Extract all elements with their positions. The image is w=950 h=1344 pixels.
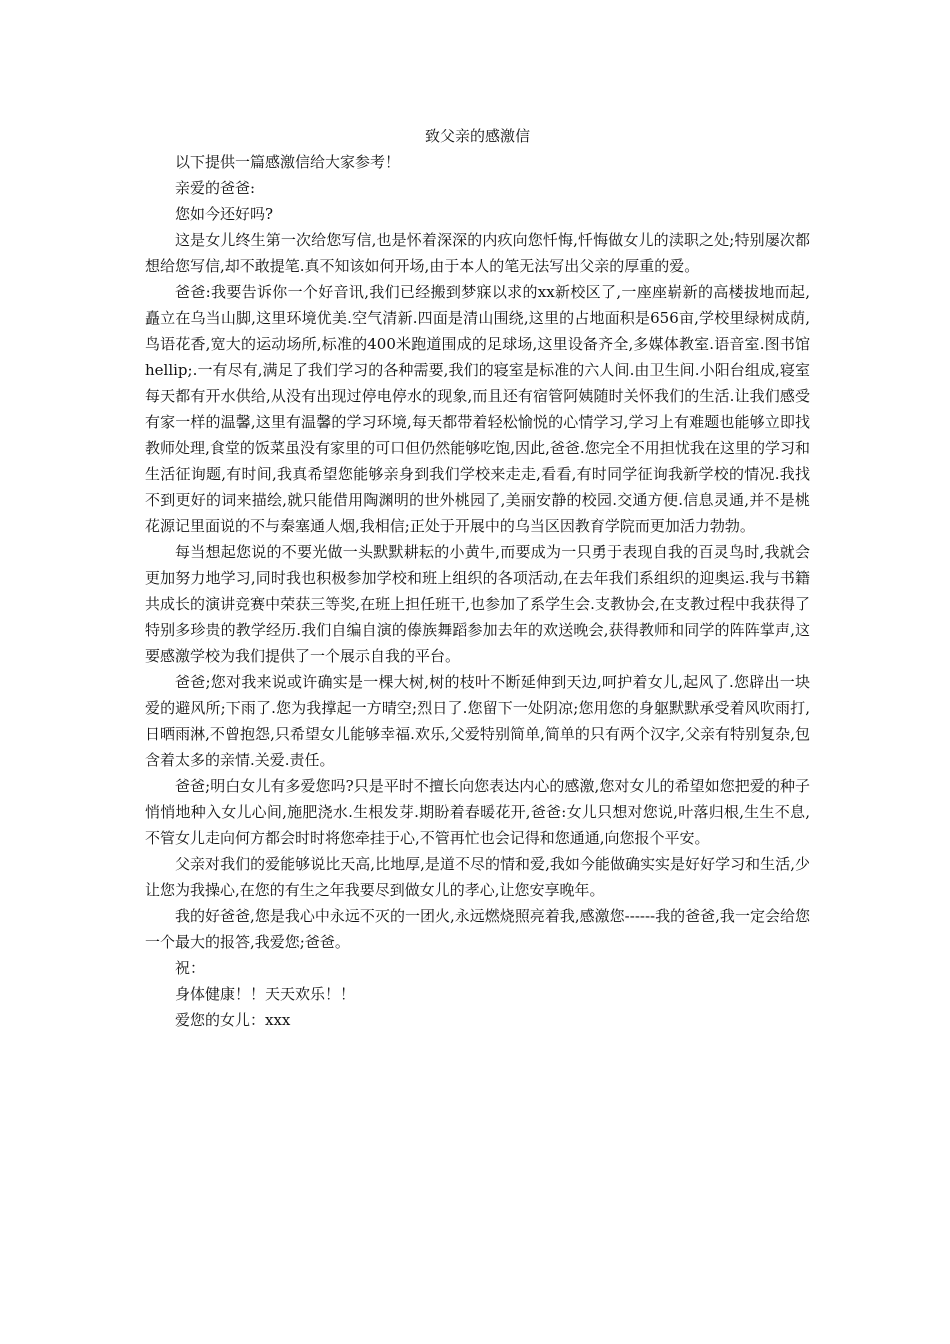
greeting: 您如今还好吗? — [175, 205, 274, 223]
intro-line: 以下提供一篇感激信给大家参考！ — [175, 153, 401, 171]
document-page — [145, 123, 810, 1033]
body-paragraph-5: 爸爸;明白女儿有多爱您吗?只是平时不擅长向您表达内心的感激,您对女儿的希望如您把爱的种子悄悄地种入女儿心间,施肥浇水.生根发芽.期盼着春暖花开,爸爸:女儿只想对您说,叶落归根,生生不息,不管女儿走向何方都会时时将您牵挂于心,不管再忙也会记得和您通通,向您报个平安。 — [145, 777, 810, 847]
closing-wish-label: 祝： — [175, 959, 206, 977]
closing-wish: 身体健康！！天天欢乐！！ — [175, 985, 356, 1003]
body-paragraph-2: 爸爸:我要告诉你一个好音讯,我们已经搬到梦寐以求的xx新校区了,一座座崭新的高楼拔地而起,矗立在乌当山脚,这里环境优美.空气清新.四面是清山围绕,这里的占地面积是656亩,学校里绿树成荫,鸟语花香,宽大的运动场所,标准的400米跑道围成的足球场,这里设备齐全,多媒体教室.语音室.图书馆hellip;.一有尽有,满足了我们学习的各种需要,我们的寝室是标准的六人间.由卫生间.小阳台组成,寝室每天都有开水供给,从没有出现过停电停水的现象,而且还有宿管阿姨随时关怀我们的生活.让我们感受有家一样的温馨,这里有温馨的学习环境,每天都带着轻松愉悦的心情学习,学习上有难题也能够立即找教师处理,食堂的饭菜虽没有家里的可口但仍然能够吃饱,因此,爸爸.您完全不用担忧我在这里的学习和生活征询题,有时间,我真希望您能够亲身到我们学校来走走,看看,有时同学征询我新学校的情况.我找不到更好的词来描绘,就只能借用陶渊明的世外桃园了,美丽安静的校园.交通方便.信息灵通,并不是桃花源记里面说的不与秦塞通人烟,我相信;正处于开展中的乌当区因教育学院而更加活力勃勃。 — [145, 283, 810, 535]
signature: 爱您的女儿：xxx — [175, 1011, 291, 1029]
document-title: 致父亲的感激信 — [424, 127, 530, 145]
body-paragraph-1: 这是女儿终生第一次给您写信,也是怀着深深的内疚向您忏悔,忏悔做女儿的渎职之处;特别屡次都想给您写信,却不敢提笔.真不知该如何开场,由于本人的笔无法写出父亲的厚重的爱。 — [145, 231, 810, 275]
body-paragraph-7: 我的好爸爸,您是我心中永远不灭的一团火,永远燃烧照亮着我,感激您------我的爸爸,我一定会给您一个最大的报答,我爱您;爸爸。 — [145, 907, 810, 951]
body-paragraph-4: 爸爸;您对我来说或许确实是一棵大树,树的枝叶不断延伸到天边,呵护着女儿,起风了.您辟出一块爱的避风所;下雨了.您为我撑起一方晴空;烈日了.您留下一处阴凉;您用您的身躯默默承受着风吹雨打,日晒雨淋,不曾抱怨,只希望女儿能够幸福.欢乐,父爱特别简单,简单的只有两个汉字,父亲有特别复杂,包含着太多的亲情.关爱.责任。 — [145, 673, 810, 769]
body-paragraph-6: 父亲对我们的爱能够说比天高,比地厚,是道不尽的情和爱,我如今能做确实实是好好学习和生活,少让您为我操心,在您的有生之年我要尽到做女儿的孝心,让您安享晚年。 — [145, 855, 810, 899]
body-paragraph-3: 每当想起您说的不要光做一头默默耕耘的小黄牛,而要成为一只勇于表现自我的百灵鸟时,我就会更加努力地学习,同时我也积极参加学校和班上组织的各项活动,在去年我们系组织的迎奥运.我与书籍共成长的演讲竞赛中荣获三等奖,在班上担任班干,也参加了系学生会.支教协会,在支教过程中我获得了特别多珍贵的教学经历.我们自编自演的傣族舞蹈参加去年的欢送晚会,获得教师和同学的阵阵掌声,这要感激学校为我们提供了一个展示自我的平台。 — [145, 543, 810, 665]
salutation: 亲爱的爸爸: — [175, 179, 256, 197]
